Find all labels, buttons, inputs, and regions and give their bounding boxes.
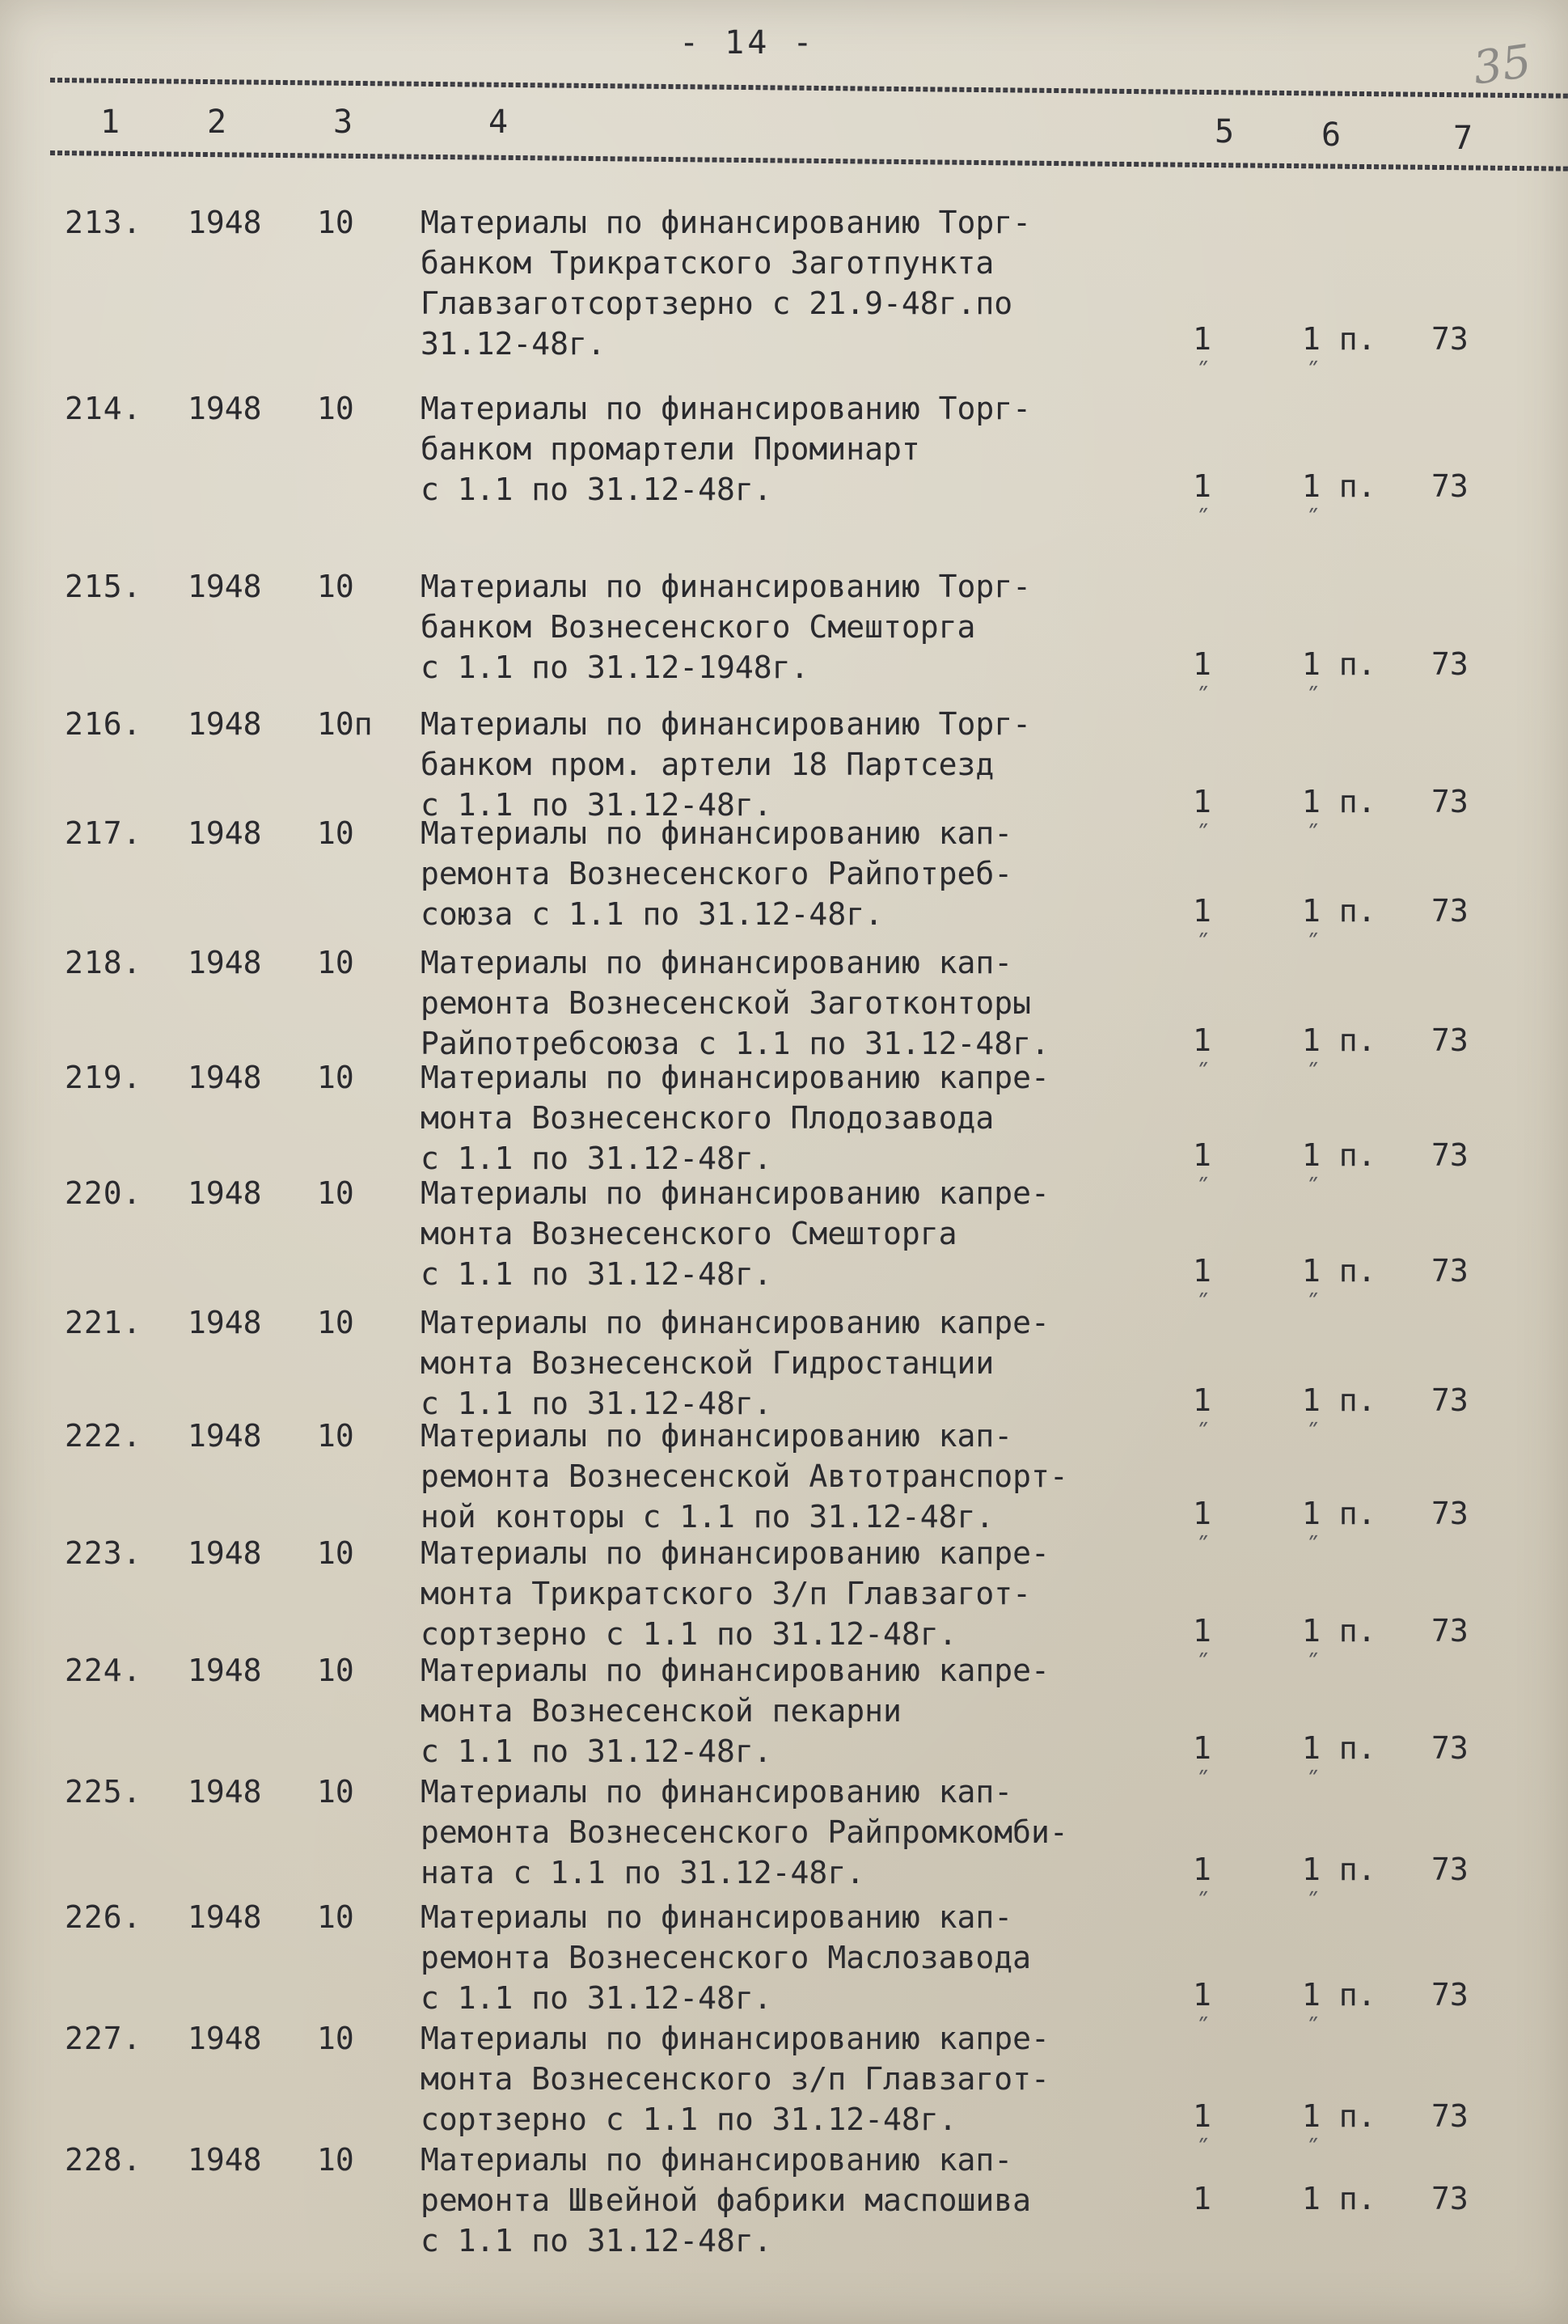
inventory-entry bbox=[0, 813, 1568, 959]
entry-number: 216. bbox=[65, 706, 142, 742]
entry-year: 1948 bbox=[188, 1418, 262, 1454]
entry-year: 1948 bbox=[188, 205, 262, 240]
entry-column-6-value: 1 п. bbox=[1302, 893, 1376, 929]
entry-number: 217. bbox=[65, 815, 142, 851]
inventory-entry bbox=[0, 566, 1568, 712]
inventory-entry bbox=[0, 202, 1568, 387]
entry-column-7-value: 73 bbox=[1431, 1022, 1469, 1058]
entry-number: 221. bbox=[65, 1305, 142, 1340]
entry-title-line: ремонта Вознесенского Райпромкомби- bbox=[421, 1814, 1068, 1850]
entry-number: 214. bbox=[65, 391, 142, 426]
inventory-entry bbox=[0, 388, 1568, 534]
entry-column-7-value: 73 bbox=[1431, 1137, 1469, 1173]
entry-title-line: с 1.1 по 31.12-48г. bbox=[421, 2223, 772, 2258]
entry-title-line: с 1.1 по 31.12-48г. bbox=[421, 472, 772, 507]
entry-title bbox=[421, 813, 1164, 934]
entry-title-line: с 1.1 по 31.12-48г. bbox=[421, 1733, 772, 1769]
entry-column-7-value: 73 bbox=[1431, 1730, 1469, 1766]
entry-title-line: ната с 1.1 по 31.12-48г. bbox=[421, 1855, 865, 1890]
column-number-2: 2 bbox=[207, 104, 227, 141]
entry-title bbox=[421, 202, 1164, 364]
ditto-mark: ˝ bbox=[1305, 1650, 1321, 1678]
entry-column-7-value: 73 bbox=[1431, 1977, 1469, 2013]
entry-sheet-count: 10 bbox=[317, 2142, 354, 2178]
entry-title-line: Материалы по финансированию Торг- bbox=[421, 391, 1031, 426]
ditto-mark: ˝ bbox=[1195, 1290, 1211, 1319]
entry-column-5-value: 1 bbox=[1193, 893, 1211, 929]
ditto-mark: ˝ bbox=[1195, 2014, 1211, 2042]
entry-number: 226. bbox=[65, 1899, 142, 1935]
entry-year: 1948 bbox=[188, 1899, 262, 1935]
ditto-mark: ˝ bbox=[1195, 1533, 1211, 1561]
entry-sheet-count: 10 bbox=[317, 1653, 354, 1688]
entry-number: 215. bbox=[65, 569, 142, 604]
entry-title-line: Материалы по финансированию Торг- bbox=[421, 205, 1031, 240]
ditto-mark: ˝ bbox=[1305, 1420, 1321, 1448]
entry-year: 1948 bbox=[188, 2142, 262, 2178]
entry-year: 1948 bbox=[188, 1305, 262, 1340]
entry-number: 213. bbox=[65, 205, 142, 240]
ditto-mark: ˝ bbox=[1195, 684, 1211, 712]
entry-title-line: монта Вознесенского Плодозавода bbox=[421, 1100, 995, 1136]
entry-title-line: 31.12-48г. bbox=[421, 326, 606, 362]
entry-title-line: Материалы по финансированию капре- bbox=[421, 1175, 1050, 1211]
entry-title-line: банком Вознесенского Смешторга bbox=[421, 609, 976, 645]
entry-title-line: ремонта Швейной фабрики маспошива bbox=[421, 2182, 1031, 2218]
entry-column-7-value: 73 bbox=[1431, 2098, 1469, 2134]
entry-column-5-value: 1 bbox=[1193, 1137, 1211, 1173]
entry-title-line: монта Вознесенского Смешторга bbox=[421, 1216, 957, 1251]
entry-column-6-value: 1 п. bbox=[1302, 321, 1376, 357]
column-number-3: 3 bbox=[333, 104, 353, 141]
entry-title-line: Материалы по финансированию капре- bbox=[421, 1060, 1050, 1095]
entry-title-line: с 1.1 по 31.12-48г. bbox=[421, 1980, 772, 2016]
entry-number: 227. bbox=[65, 2021, 142, 2056]
entry-number: 219. bbox=[65, 1060, 142, 1095]
entry-sheet-count: 10 bbox=[317, 569, 354, 604]
entry-column-6-value: 1 п. bbox=[1302, 1613, 1376, 1649]
entry-title-line: банком пром. артели 18 Партсезд bbox=[421, 747, 995, 782]
entry-title-line: союза с 1.1 по 31.12-48г. bbox=[421, 896, 883, 932]
entry-title-line: Материалы по финансированию кап- bbox=[421, 945, 1013, 980]
entry-number: 224. bbox=[65, 1653, 142, 1688]
ditto-mark: ˝ bbox=[1305, 2136, 1321, 2164]
entry-column-6-value: 1 п. bbox=[1302, 1253, 1376, 1289]
entry-title bbox=[421, 1533, 1164, 1654]
entry-title-line: банком промартели Проминарт bbox=[421, 431, 920, 467]
entry-year: 1948 bbox=[188, 1060, 262, 1095]
entry-sheet-count: 10 bbox=[317, 1060, 354, 1095]
entry-title bbox=[421, 1173, 1164, 1294]
entry-sheet-count: 10 bbox=[317, 1175, 354, 1211]
entry-year: 1948 bbox=[188, 391, 262, 426]
entry-column-6-value: 1 п. bbox=[1302, 1496, 1376, 1531]
entry-title-line: Райпотребсоюза с 1.1 по 31.12-48г. bbox=[421, 1026, 1050, 1061]
entry-title-line: Материалы по финансированию кап- bbox=[421, 1418, 1013, 1454]
entry-sheet-count: 10 bbox=[317, 205, 354, 240]
entry-number: 218. bbox=[65, 945, 142, 980]
entry-title bbox=[421, 1650, 1164, 1772]
entry-title-line: банком Трикратского Заготпункта bbox=[421, 245, 995, 281]
entry-sheet-count: 10п bbox=[317, 706, 373, 742]
entry-year: 1948 bbox=[188, 2021, 262, 2056]
ditto-mark: ˝ bbox=[1305, 1175, 1321, 1203]
header-rule-top bbox=[50, 78, 1568, 99]
entry-title-line: ной конторы с 1.1 по 31.12-48г. bbox=[421, 1499, 995, 1535]
ditto-mark: ˝ bbox=[1195, 1175, 1211, 1203]
entry-column-7-value: 73 bbox=[1431, 1382, 1469, 1418]
entry-column-6-value: 1 п. bbox=[1302, 1730, 1376, 1766]
entry-column-7-value: 73 bbox=[1431, 1253, 1469, 1289]
inventory-entry bbox=[0, 2140, 1568, 2264]
entry-title bbox=[421, 2018, 1164, 2140]
entry-title-line: с 1.1 по 31.12-48г. bbox=[421, 787, 772, 823]
entry-title-line: Материалы по финансированию кап- bbox=[421, 1774, 1013, 1810]
entry-column-5-value: 1 bbox=[1193, 1496, 1211, 1531]
entry-year: 1948 bbox=[188, 1175, 262, 1211]
entry-title-line: монта Вознесенского з/п Главзагот- bbox=[421, 2061, 1050, 2097]
entry-column-6-value: 1 п. bbox=[1302, 646, 1376, 682]
entry-column-6-value: 1 п. bbox=[1302, 1022, 1376, 1058]
page-number: - 14 - bbox=[679, 24, 816, 61]
column-number-1: 1 bbox=[100, 104, 120, 141]
ditto-mark: ˝ bbox=[1305, 821, 1321, 849]
column-number-7: 7 bbox=[1453, 120, 1473, 157]
entry-title-line: Материалы по финансированию Торг- bbox=[421, 569, 1031, 604]
ditto-mark: ˝ bbox=[1305, 2014, 1321, 2042]
entry-column-7-value: 73 bbox=[1431, 1852, 1469, 1887]
ditto-mark: ˝ bbox=[1305, 358, 1321, 387]
entry-title-line: монта Вознесенской пекарни bbox=[421, 1693, 902, 1729]
entry-column-6-value: 1 п. bbox=[1302, 2181, 1376, 2216]
entry-title bbox=[421, 704, 1164, 825]
entry-title bbox=[421, 1897, 1164, 2018]
entry-column-7-value: 73 bbox=[1431, 468, 1469, 504]
entry-year: 1948 bbox=[188, 1774, 262, 1810]
ditto-mark: ˝ bbox=[1195, 930, 1211, 959]
column-number-4: 4 bbox=[488, 104, 509, 141]
entry-column-5-value: 1 bbox=[1193, 468, 1211, 504]
entry-column-5-value: 1 bbox=[1193, 1730, 1211, 1766]
entry-title-line: Материалы по финансированию капре- bbox=[421, 2021, 1050, 2056]
ditto-mark: ˝ bbox=[1195, 1889, 1211, 1917]
entry-year: 1948 bbox=[188, 706, 262, 742]
entry-title-line: Материалы по финансированию капре- bbox=[421, 1653, 1050, 1688]
inventory-entry bbox=[0, 1173, 1568, 1319]
entry-title-line: Материалы по финансированию кап- bbox=[421, 2142, 1013, 2178]
entry-column-7-value: 73 bbox=[1431, 1496, 1469, 1531]
entry-column-5-value: 1 bbox=[1193, 2181, 1211, 2216]
entry-number: 220. bbox=[65, 1175, 142, 1211]
ditto-mark: ˝ bbox=[1305, 506, 1321, 534]
entry-column-6-value: 1 п. bbox=[1302, 2098, 1376, 2134]
entry-column-5-value: 1 bbox=[1193, 1613, 1211, 1649]
entry-column-5-value: 1 bbox=[1193, 1382, 1211, 1418]
entry-title-line: ремонта Вознесенского Райпотреб- bbox=[421, 856, 1013, 891]
ditto-mark: ˝ bbox=[1305, 1889, 1321, 1917]
ditto-mark: ˝ bbox=[1305, 1767, 1321, 1796]
entry-sheet-count: 10 bbox=[317, 391, 354, 426]
entry-title-line: сортзерно с 1.1 по 31.12-48г. bbox=[421, 2102, 957, 2137]
entry-column-7-value: 73 bbox=[1431, 646, 1469, 682]
entry-sheet-count: 10 bbox=[317, 1774, 354, 1810]
entry-title bbox=[421, 1057, 1164, 1179]
entry-sheet-count: 10 bbox=[317, 945, 354, 980]
entry-year: 1948 bbox=[188, 569, 262, 604]
entry-title bbox=[421, 2140, 1164, 2261]
entry-title-line: Материалы по финансированию кап- bbox=[421, 815, 1013, 851]
entry-year: 1948 bbox=[188, 815, 262, 851]
entry-title-line: Материалы по финансированию кап- bbox=[421, 1899, 1013, 1935]
ditto-mark: ˝ bbox=[1305, 1533, 1321, 1561]
entry-column-5-value: 1 bbox=[1193, 646, 1211, 682]
entry-title-line: Главзаготсортзерно с 21.9-48г.по bbox=[421, 286, 1013, 321]
entry-column-5-value: 1 bbox=[1193, 784, 1211, 819]
entry-title-line: монта Трикратского З/п Главзагот- bbox=[421, 1576, 1031, 1611]
entry-number: 228. bbox=[65, 2142, 142, 2178]
entry-number: 222. bbox=[65, 1418, 142, 1454]
ditto-mark: ˝ bbox=[1195, 1060, 1211, 1088]
entry-year: 1948 bbox=[188, 945, 262, 980]
entry-title bbox=[421, 1416, 1164, 1537]
entry-column-5-value: 1 bbox=[1193, 1977, 1211, 2013]
ditto-mark: ˝ bbox=[1305, 1290, 1321, 1319]
ditto-mark: ˝ bbox=[1195, 358, 1211, 387]
entry-sheet-count: 10 bbox=[317, 815, 354, 851]
entry-title bbox=[421, 942, 1164, 1064]
entry-column-5-value: 1 bbox=[1193, 2098, 1211, 2134]
ditto-mark: ˝ bbox=[1305, 1060, 1321, 1088]
entry-title-line: Материалы по финансированию капре- bbox=[421, 1305, 1050, 1340]
entry-title-line: с 1.1 по 31.12-1948г. bbox=[421, 650, 809, 685]
entry-column-6-value: 1 п. bbox=[1302, 1137, 1376, 1173]
entry-sheet-count: 10 bbox=[317, 1418, 354, 1454]
entry-title-line: с 1.1 по 31.12-48г. bbox=[421, 1386, 772, 1421]
entry-title-line: ремонта Вознесенской Заготконторы bbox=[421, 985, 1031, 1021]
entry-title-line: сортзерно с 1.1 по 31.12-48г. bbox=[421, 1616, 957, 1652]
column-number-5: 5 bbox=[1215, 113, 1235, 150]
entry-column-6-value: 1 п. bbox=[1302, 1977, 1376, 2013]
entry-number: 223. bbox=[65, 1535, 142, 1571]
entry-column-6-value: 1 п. bbox=[1302, 1382, 1376, 1418]
ditto-mark: ˝ bbox=[1195, 1650, 1211, 1678]
entry-column-7-value: 73 bbox=[1431, 1613, 1469, 1649]
entry-title-line: монта Вознесенской Гидростанции bbox=[421, 1345, 995, 1381]
entry-title bbox=[421, 388, 1164, 510]
entry-title bbox=[421, 1772, 1164, 1893]
entry-number: 225. bbox=[65, 1774, 142, 1810]
entry-year: 1948 bbox=[188, 1535, 262, 1571]
ditto-mark: ˝ bbox=[1305, 930, 1321, 959]
ditto-mark: ˝ bbox=[1195, 1420, 1211, 1448]
entry-title-line: с 1.1 по 31.12-48г. bbox=[421, 1256, 772, 1292]
ditto-mark: ˝ bbox=[1305, 684, 1321, 712]
entry-column-6-value: 1 п. bbox=[1302, 468, 1376, 504]
entry-column-6-value: 1 п. bbox=[1302, 784, 1376, 819]
entry-column-7-value: 73 bbox=[1431, 2181, 1469, 2216]
entry-sheet-count: 10 bbox=[317, 2021, 354, 2056]
entry-sheet-count: 10 bbox=[317, 1535, 354, 1571]
archive-sheet-mark: 35 bbox=[1469, 35, 1535, 95]
entry-title bbox=[421, 1302, 1164, 1424]
entry-column-6-value: 1 п. bbox=[1302, 1852, 1376, 1887]
entry-sheet-count: 10 bbox=[317, 1899, 354, 1935]
ditto-mark: ˝ bbox=[1195, 821, 1211, 849]
entry-title-line: ремонта Вознесенского Маслозавода bbox=[421, 1940, 1031, 1975]
entry-sheet-count: 10 bbox=[317, 1305, 354, 1340]
entry-title-line: Материалы по финансированию капре- bbox=[421, 1535, 1050, 1571]
entry-column-7-value: 73 bbox=[1431, 321, 1469, 357]
entry-column-5-value: 1 bbox=[1193, 1852, 1211, 1887]
ditto-mark: ˝ bbox=[1195, 1767, 1211, 1796]
ditto-mark: ˝ bbox=[1195, 506, 1211, 534]
entry-column-7-value: 73 bbox=[1431, 893, 1469, 929]
ditto-mark: ˝ bbox=[1195, 2136, 1211, 2164]
column-number-6: 6 bbox=[1321, 116, 1342, 154]
entry-column-5-value: 1 bbox=[1193, 1253, 1211, 1289]
entry-title-line: Материалы по финансированию Торг- bbox=[421, 706, 1031, 742]
entry-column-5-value: 1 bbox=[1193, 321, 1211, 357]
entry-year: 1948 bbox=[188, 1653, 262, 1688]
entry-column-7-value: 73 bbox=[1431, 784, 1469, 819]
entry-column-5-value: 1 bbox=[1193, 1022, 1211, 1058]
entry-title-line: с 1.1 по 31.12-48г. bbox=[421, 1141, 772, 1176]
entry-title-line: ремонта Вознесенской Автотранспорт- bbox=[421, 1458, 1068, 1494]
entry-title bbox=[421, 566, 1164, 688]
